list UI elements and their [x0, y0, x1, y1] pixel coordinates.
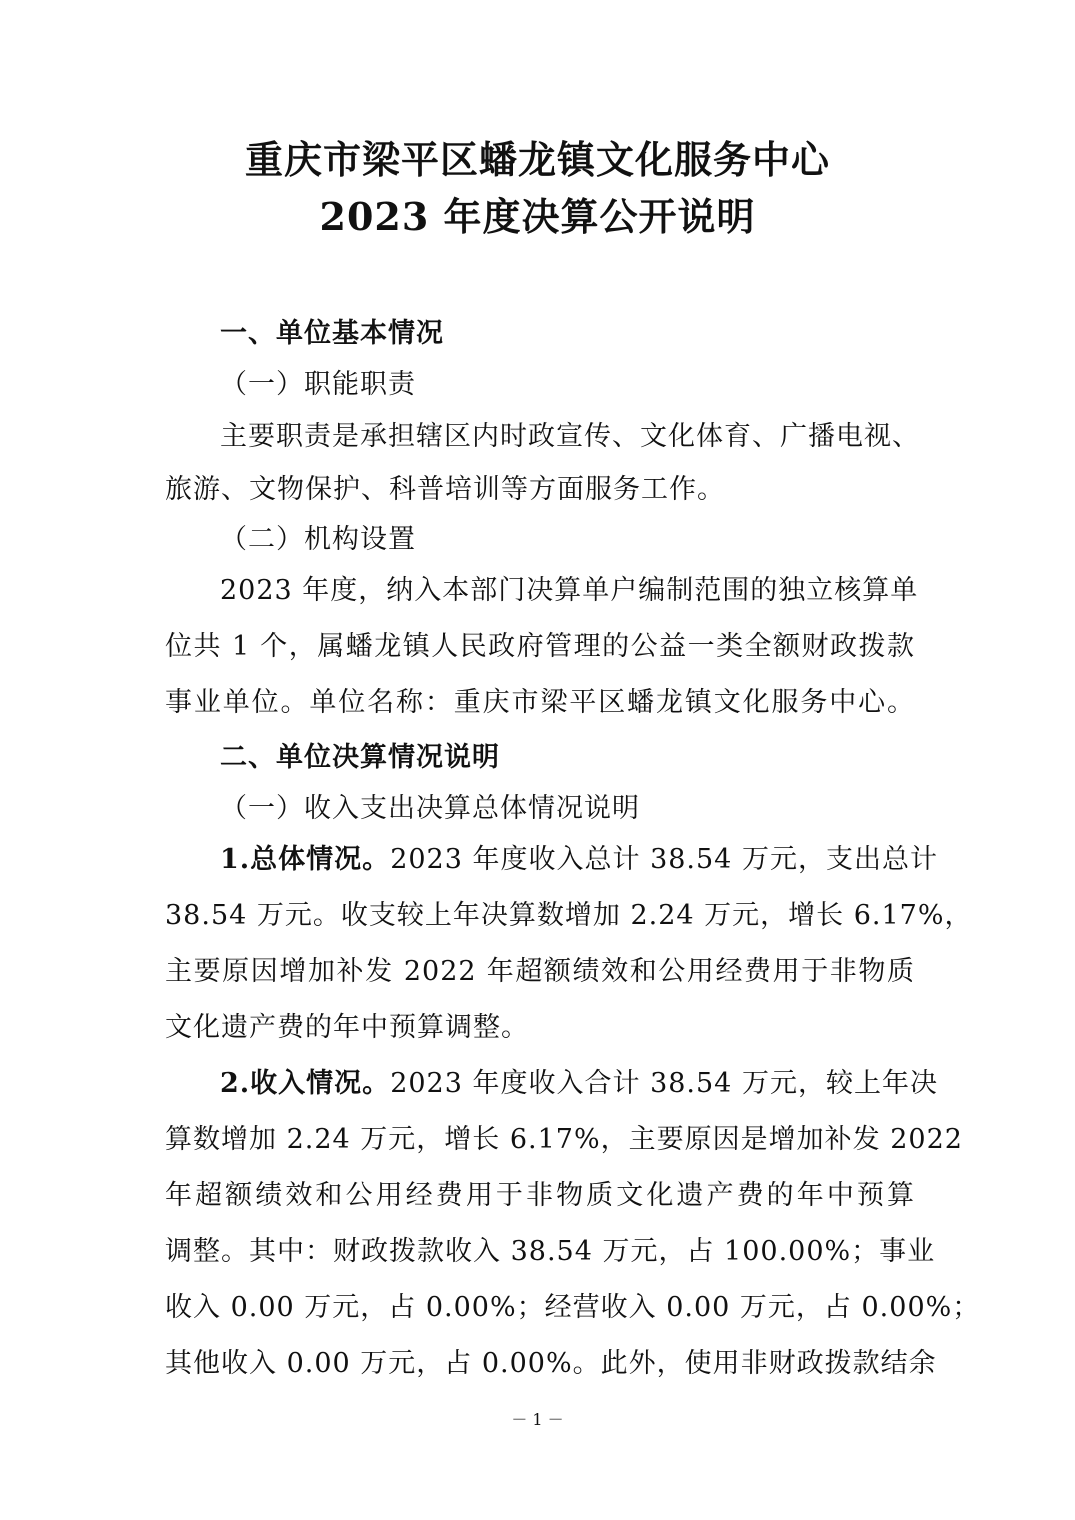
- paragraph-text: 2023 年度收入总计 38.54 万元，支出总计: [390, 844, 938, 875]
- text-line: 2023 年度，纳入本部门决算单户编制范围的独立核算单: [220, 575, 919, 606]
- title-line-1: 重庆市梁平区蟠龙镇文化服务中心: [244, 137, 830, 182]
- text-line: 收入 0.00 万元，占 0.00%；经营收入 0.00 万元，占 0.00%；: [165, 1292, 981, 1323]
- subsection-heading: （一）职能职责: [220, 369, 416, 400]
- text-line: 旅游、文物保护、科普培训等方面服务工作。: [165, 474, 725, 505]
- page-number: － 1 －: [511, 1410, 564, 1429]
- section-heading: 二、单位决算情况说明: [220, 742, 500, 773]
- text-line: 文化遗产费的年中预算调整。: [165, 1012, 529, 1043]
- paragraph-line: [220, 840, 938, 880]
- paragraph-line: [220, 1064, 938, 1104]
- text-line: 事业单位。单位名称：重庆市梁平区蟠龙镇文化服务中心。: [165, 687, 915, 718]
- paragraph-lead: 1.总体情况。: [220, 844, 391, 875]
- subsection-heading: （二）机构设置: [220, 524, 416, 555]
- text-line: 主要原因增加补发 2022 年超额绩效和公用经费用于非物质: [165, 956, 915, 987]
- section-heading: 一、单位基本情况: [220, 318, 444, 349]
- title-line-2: 2023 年度决算公开说明: [319, 194, 756, 239]
- text-line: 主要职责是承担辖区内时政宣传、文化体育、广播电视、: [220, 421, 920, 452]
- text-line: 38.54 万元。收支较上年决算数增加 2.24 万元，增长 6.17%，: [165, 900, 973, 931]
- text-line: 其他收入 0.00 万元，占 0.00%。此外，使用非财政拨款结余: [165, 1348, 937, 1379]
- text-line: 年超额绩效和公用经费用于非物质文化遗产费的年中预算: [165, 1180, 915, 1211]
- text-line: 位共 1 个，属蟠龙镇人民政府管理的公益一类全额财政拨款: [165, 631, 915, 662]
- paragraph-text: 2023 年度收入合计 38.54 万元，较上年决: [390, 1068, 938, 1099]
- text-line: 算数增加 2.24 万元，增长 6.17%，主要原因是增加补发 2022: [165, 1124, 963, 1155]
- text-line: 调整。其中：财政拨款收入 38.54 万元，占 100.00%；事业: [165, 1236, 936, 1267]
- subsection-heading: （一）收入支出决算总体情况说明: [220, 793, 640, 824]
- paragraph-lead: 2.收入情况。: [220, 1068, 391, 1099]
